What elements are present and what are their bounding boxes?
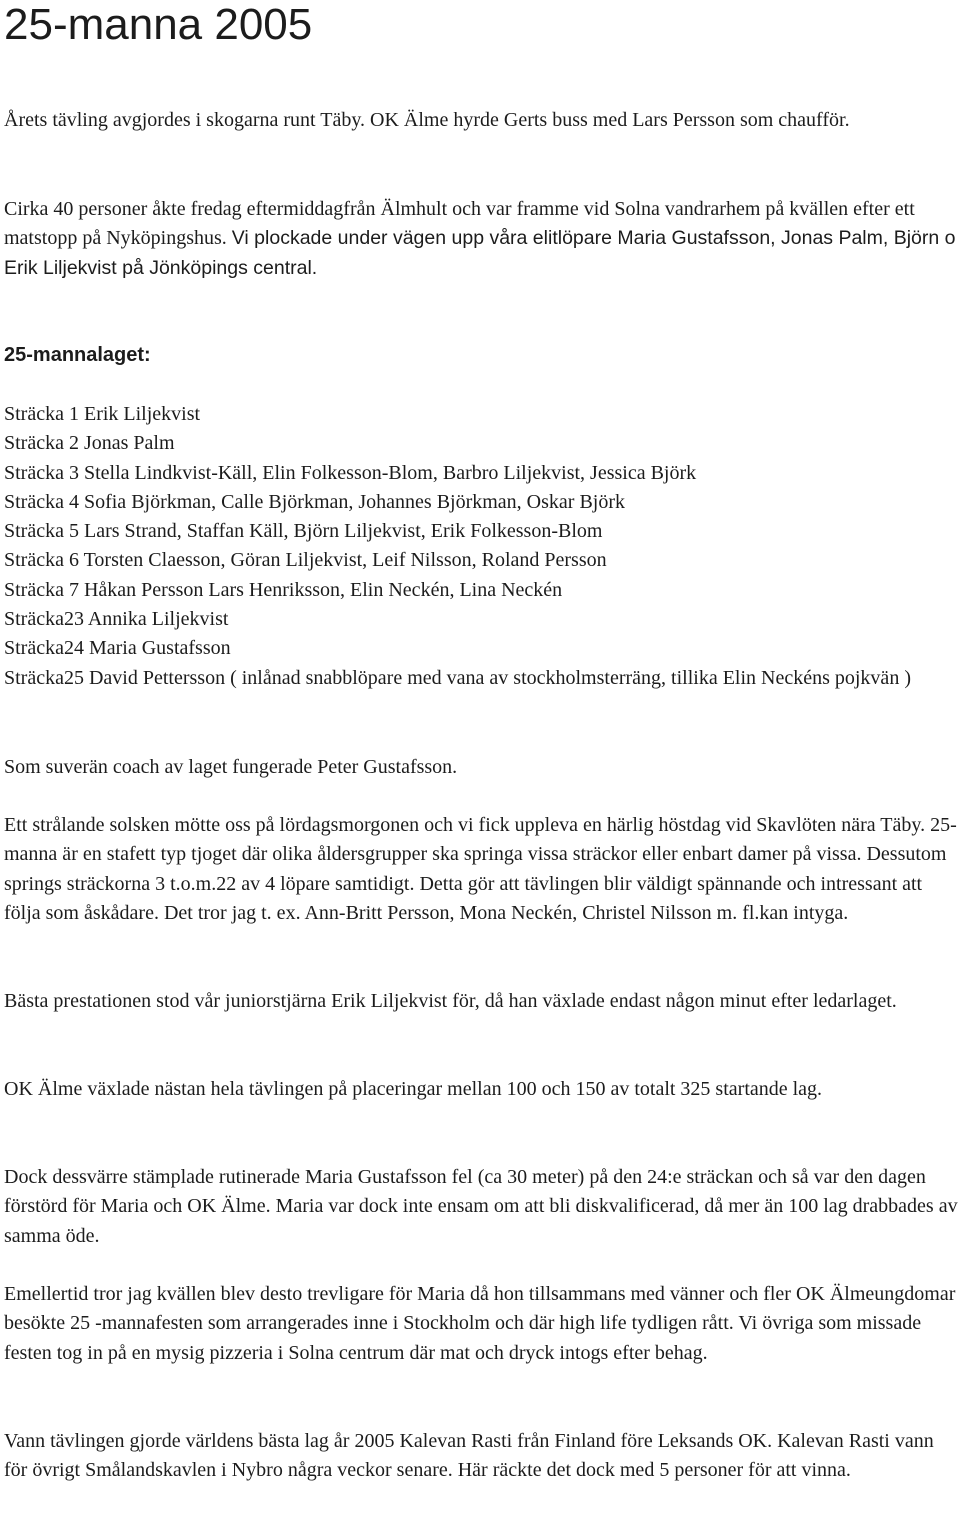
page-title: 25-manna 2005: [4, 0, 313, 49]
race-description-paragraph: Ett strålande solsken mötte oss på lördagsmorgonen och vi fick uppleva en härlig höstdag vid Skavlöten nära Täby. 25-manna är en stafett typ tjoget där olika åldersgrupper ska springa vissa sträckor eller enbart damer på vissa. Dessutom springs sträckorna 3 t.o.m.22 av 4 löpare samtidigt. Detta gör att tävlingen blir väldigt spännande och intressant att följa som åskådare. Det tror jag t. ex. Ann-Britt Persson, Mona Neckén, Christel Nilsson m. fl.kan intyga.: [4, 814, 957, 924]
placement-paragraph: OK Älme växlade nästan hela tävlingen på placeringar mellan 100 och 150 av totalt 325 startande lag.: [4, 1078, 823, 1100]
leg-item: Sträcka 1 Erik Liljekvist: [4, 403, 201, 425]
leg-item: Sträcka 7 Håkan Persson Lars Henriksson, Elin Neckén, Lina Neckén: [4, 578, 563, 601]
travel-text-serif: Cirka 40 personer åkte fredag eftermiddagfrån Älmhult och var framme vid Solna vandrarhem på kvällen efter ett matstopp på Nyköpingshus.: [4, 198, 915, 250]
leg-item: Sträcka 3 Stella Lindkvist-Käll, Elin Folkesson-Blom, Barbro Liljekvist, Jessica Björk: [4, 461, 697, 484]
evening-paragraph: Emellertid tror jag kvällen blev desto trevligare för Maria då hon tillsammans med vänner och fler OK Älmeungdomar besökte 25 -mannafesten som arrangerades inne i Stockholm och där high life tydligen rått. Vi övriga som missade festen tog in på en mysig pizzeria i Solna centrum där mat och dryck intogs efter behag.: [4, 1283, 956, 1364]
leg-item: Sträcka 4 Sofia Björkman, Calle Björkman, Johannes Björkman, Oskar Björk: [4, 490, 626, 513]
leg-item: Sträcka 6 Torsten Claesson, Göran Liljekvist, Leif Nilsson, Roland Persson: [4, 549, 607, 572]
winner-paragraph: Vann tävlingen gjorde världens bästa lag år 2005 Kalevan Rasti från Finland före Leksands OK. Kalevan Rasti vann för övrigt Smålandskavlen i Nybro några veckor senare. Här räckte det dock med 5 personer för att vinna.: [4, 1430, 934, 1482]
disqualification-paragraph: Dock dessvärre stämplade rutinerade Maria Gustafsson fel (ca 30 meter) på den 24:e sträckan och så var den dagen förstörd för Maria och OK Älme. Maria var dock inte ensam om att bli diskvalificerad, då mer än 100 lag drabbades av samma öde.: [4, 1166, 958, 1247]
leg-item: Sträcka 2 Jonas Palm: [4, 432, 175, 455]
team-heading: 25-mannalaget:: [4, 344, 151, 366]
team-leg-list: [4, 400, 958, 693]
leg-item: Sträcka 5 Lars Strand, Staffan Käll, Björn Liljekvist, Erik Folkesson-Blom: [4, 520, 603, 543]
leg-item: Sträcka23 Annika Liljekvist: [4, 608, 229, 631]
intro-paragraph-bus: Årets tävling avgjordes i skogarna runt Täby. OK Älme hyrde Gerts buss med Lars Persson som chaufför.: [4, 109, 850, 131]
coach-paragraph: Som suverän coach av laget fungerade Peter Gustafsson.: [4, 756, 458, 778]
intro-paragraph-travel: [4, 195, 958, 283]
travel-text-sans: Vi plockade under vägen upp våra elitlöpare Maria Gustafsson, Jonas Palm, Björn o Erik Liljekvist på Jönköpings central.: [4, 227, 956, 279]
leg-item: Sträcka24 Maria Gustafsson: [4, 637, 231, 660]
leg-item: Sträcka25 David Pettersson ( inlånad snabblöpare med vana av stockholmsterräng, tillika Elin Neckéns pojkvän ): [4, 666, 911, 689]
best-performance-paragraph: Bästa prestationen stod vår juniorstjärna Erik Liljekvist för, då han växlade endast någon minut efter ledarlaget.: [4, 990, 897, 1012]
